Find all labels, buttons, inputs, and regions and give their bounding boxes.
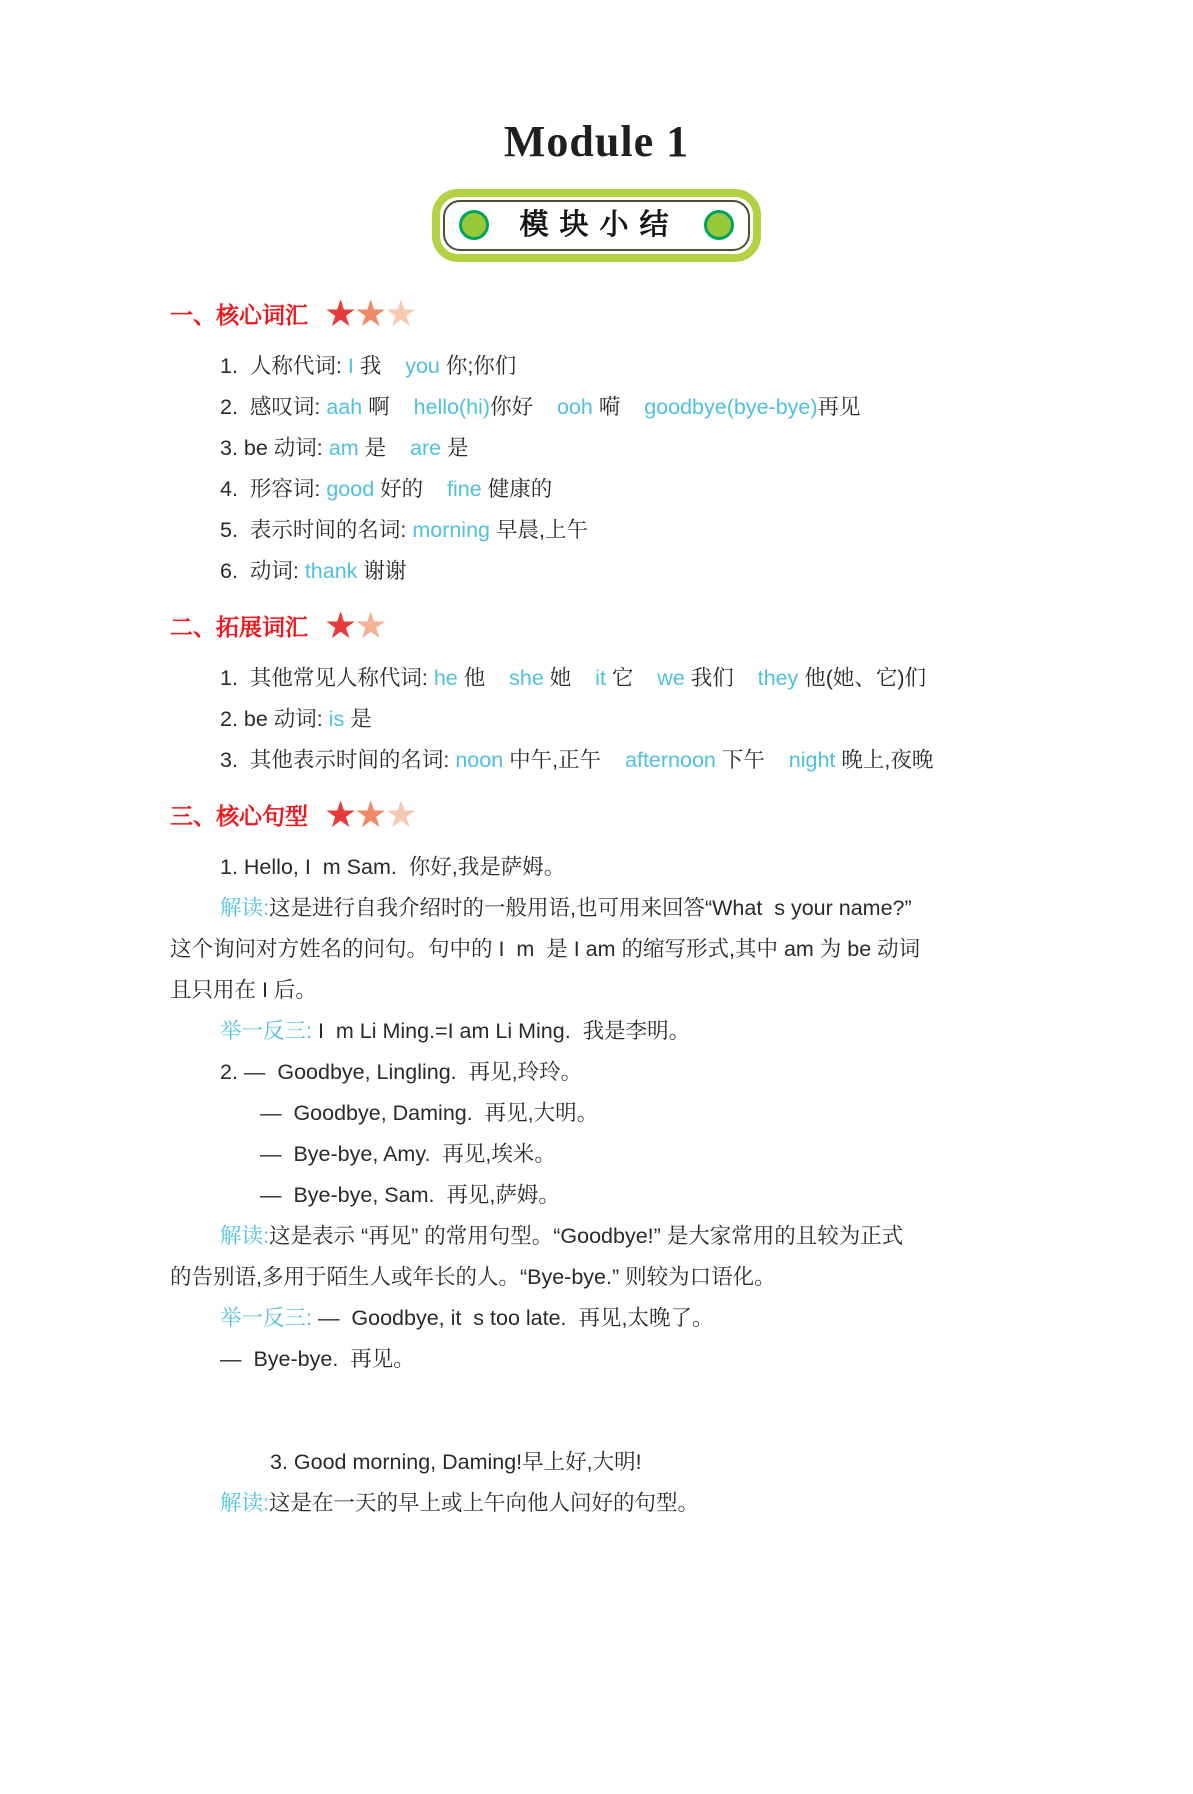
content-line bbox=[170, 699, 1130, 740]
content-line bbox=[170, 740, 1130, 781]
content-line bbox=[170, 1257, 1130, 1298]
body-text: 6. 动词: bbox=[220, 558, 305, 583]
body-text: 她 bbox=[543, 665, 596, 690]
content-line bbox=[170, 469, 1130, 510]
content-line bbox=[170, 551, 1130, 592]
keyword-text: are bbox=[410, 435, 442, 460]
body-text: 1. 人称代词: bbox=[220, 353, 348, 378]
content-line bbox=[170, 888, 1130, 929]
body-text: 谢谢 bbox=[357, 558, 407, 583]
body-text: 是 bbox=[441, 435, 469, 460]
body-text: — Goodbye, Daming. 再见,大明。 bbox=[260, 1100, 599, 1125]
keyword-text: am bbox=[328, 435, 359, 460]
body-text: 1. Hello, I m Sam. 你好,我是萨姆。 bbox=[220, 854, 566, 879]
keyword-text: afternoon bbox=[625, 747, 716, 772]
star-icon: ★ bbox=[354, 293, 388, 335]
body-text: 且只用在 I 后。 bbox=[170, 977, 317, 1002]
star-icon: ★ bbox=[324, 794, 358, 836]
vertical-spacer bbox=[170, 1380, 1130, 1442]
content-line bbox=[170, 1483, 1130, 1524]
section-heading bbox=[170, 793, 1130, 837]
keyword-text: they bbox=[757, 665, 799, 690]
body-text: 的告别语,多用于陌生人或年长的人。“Bye-bye.” 则较为口语化。 bbox=[170, 1264, 776, 1289]
body-text: 他(她、它)们 bbox=[798, 665, 927, 690]
keyword-text: you bbox=[405, 353, 440, 378]
keyword-text: night bbox=[788, 747, 836, 772]
section-heading-label: 二、拓展词汇 bbox=[170, 614, 308, 641]
body-text: 是 bbox=[344, 706, 372, 731]
content-line bbox=[170, 1052, 1130, 1093]
section-heading-label: 一、核心词汇 bbox=[170, 302, 308, 329]
difficulty-stars bbox=[324, 293, 418, 335]
content-line bbox=[170, 1011, 1130, 1052]
keyword-text: hello(hi) bbox=[413, 394, 491, 419]
keyword-text: 解读: bbox=[220, 1223, 269, 1248]
keyword-text: I bbox=[347, 353, 354, 378]
keyword-text: 举一反三: bbox=[220, 1018, 312, 1043]
body-text: 这个询问对方姓名的问句。句中的 I m 是 I am 的缩写形式,其中 am 为 be 动词 bbox=[170, 936, 921, 961]
keyword-text: 解读: bbox=[220, 895, 269, 920]
content-line bbox=[170, 346, 1130, 387]
body-text: 它 bbox=[605, 665, 658, 690]
difficulty-stars bbox=[324, 794, 418, 836]
body-text: 4. 形容词: bbox=[220, 476, 327, 501]
body-text: 健康的 bbox=[481, 476, 553, 501]
star-icon: ★ bbox=[384, 293, 418, 335]
content-line bbox=[170, 387, 1130, 428]
content-line bbox=[170, 1339, 1130, 1380]
body-text: — Bye-bye, Amy. 再见,埃米。 bbox=[260, 1141, 556, 1166]
content-line bbox=[170, 1298, 1130, 1339]
body-text: 嗬 bbox=[592, 394, 645, 419]
keyword-text: morning bbox=[412, 517, 491, 542]
body-text: 5. 表示时间的名词: bbox=[220, 517, 413, 542]
body-text: 啊 bbox=[362, 394, 414, 419]
keyword-text: it bbox=[595, 665, 606, 690]
content bbox=[170, 292, 1130, 1524]
body-text: 这是表示 “再见” 的常用句型。“Goodbye!” 是大家常用的且较为正式 bbox=[268, 1223, 904, 1248]
content-line bbox=[170, 847, 1130, 888]
body-text: 中午,正午 bbox=[503, 747, 626, 772]
body-text: 你好 bbox=[490, 394, 557, 419]
keyword-text: aah bbox=[326, 394, 363, 419]
body-text: 晚上,夜晚 bbox=[835, 747, 934, 772]
body-text: 1. 其他常见人称代词: bbox=[220, 665, 434, 690]
keyword-text: is bbox=[328, 706, 345, 731]
keyword-text: goodbye(bye-bye) bbox=[644, 394, 818, 419]
keyword-text: thank bbox=[304, 558, 358, 583]
section-heading bbox=[170, 604, 1130, 648]
body-text: 2. be 动词: bbox=[220, 706, 329, 731]
star-icon: ★ bbox=[384, 794, 418, 836]
body-text: 下午 bbox=[715, 747, 789, 772]
content-line bbox=[170, 1175, 1130, 1216]
body-text: 3. be 动词: bbox=[220, 435, 329, 460]
body-text: — Bye-bye. 再见。 bbox=[220, 1346, 415, 1371]
keyword-text: 解读: bbox=[220, 1490, 269, 1515]
content-line bbox=[170, 428, 1130, 469]
content-line bbox=[170, 658, 1130, 699]
section-heading bbox=[170, 292, 1130, 336]
keyword-text: 举一反三: bbox=[220, 1305, 312, 1330]
body-text: 3. 其他表示时间的名词: bbox=[220, 747, 456, 772]
badge-label: 模块小结 bbox=[519, 209, 680, 241]
body-text: 这是进行自我介绍时的一般用语,也可用来回答“What s your name?” bbox=[268, 895, 912, 920]
body-text: 他 bbox=[457, 665, 510, 690]
badge-inner-border bbox=[443, 200, 749, 251]
body-text: 好的 bbox=[374, 476, 448, 501]
body-text: 我们 bbox=[684, 665, 758, 690]
content-line bbox=[170, 1442, 1130, 1483]
difficulty-stars bbox=[324, 605, 388, 647]
body-text: 3. Good morning, Daming!早上好,大明! bbox=[270, 1449, 642, 1474]
body-text: 2. 感叹词: bbox=[220, 394, 327, 419]
body-text: 是 bbox=[358, 435, 410, 460]
keyword-text: she bbox=[509, 665, 544, 690]
content-line bbox=[170, 1134, 1130, 1175]
module-summary-badge bbox=[0, 189, 1193, 262]
body-text: — Goodbye, it s too late. 再见,太晚了。 bbox=[311, 1305, 714, 1330]
body-text: — Bye-bye, Sam. 再见,萨姆。 bbox=[260, 1182, 560, 1207]
badge-right-dot-icon bbox=[704, 210, 734, 240]
content-line bbox=[170, 929, 1130, 970]
keyword-text: noon bbox=[455, 747, 504, 772]
body-text: 你;你们 bbox=[439, 353, 517, 378]
content-line bbox=[170, 1093, 1130, 1134]
keyword-text: we bbox=[657, 665, 685, 690]
body-text: 这是在一天的早上或上午向他人问好的句型。 bbox=[268, 1490, 699, 1515]
content-line bbox=[170, 1216, 1130, 1257]
badge-left-dot-icon bbox=[459, 210, 489, 240]
body-text: I m Li Ming.=I am Li Ming. 我是李明。 bbox=[311, 1018, 691, 1043]
page-title: Module 1 bbox=[503, 117, 690, 166]
star-icon: ★ bbox=[354, 605, 388, 647]
keyword-text: fine bbox=[447, 476, 482, 501]
star-icon: ★ bbox=[324, 293, 358, 335]
badge-outer-border bbox=[432, 189, 760, 262]
keyword-text: good bbox=[326, 476, 375, 501]
section-heading-label: 三、核心句型 bbox=[170, 803, 308, 830]
keyword-text: ooh bbox=[556, 394, 593, 419]
keyword-text: he bbox=[433, 665, 458, 690]
body-text: 我 bbox=[353, 353, 406, 378]
star-icon: ★ bbox=[354, 794, 388, 836]
content-line bbox=[170, 510, 1130, 551]
body-text: 2. — Goodbye, Lingling. 再见,玲玲。 bbox=[220, 1059, 583, 1084]
body-text: 再见 bbox=[817, 394, 861, 419]
content-line bbox=[170, 970, 1130, 1011]
star-icon: ★ bbox=[324, 605, 358, 647]
body-text: 早晨,上午 bbox=[490, 517, 588, 542]
